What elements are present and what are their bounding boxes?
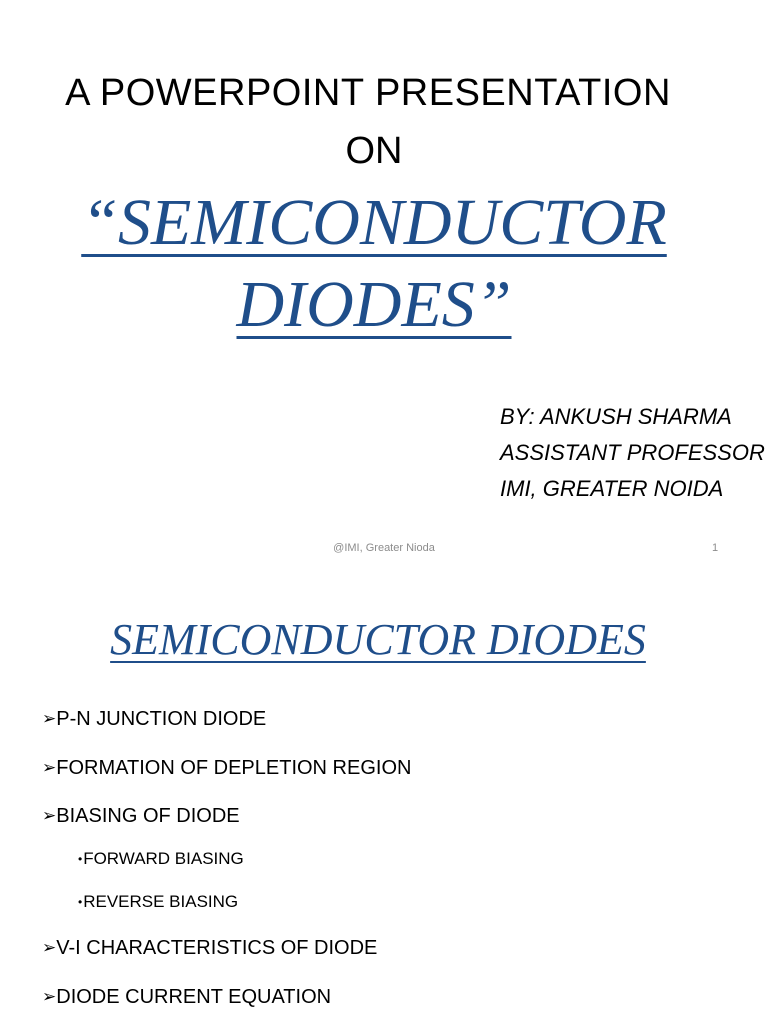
sub-bullet-text: FORWARD BIASING	[83, 849, 244, 868]
slide-2	[0, 576, 768, 1024]
slide-1-title-line-2	[0, 268, 748, 342]
bullet-text: FORMATION OF DEPLETION REGION	[56, 757, 412, 779]
arrow-bullet-icon: ➢	[42, 987, 57, 1006]
arrow-bullet-icon: ➢	[42, 758, 57, 777]
slide-footer: @IMI, Greater Nioda	[333, 542, 435, 554]
bullet-item	[42, 803, 240, 829]
slide-1-title-line-2-text: DIODES”	[236, 268, 512, 341]
author-designation: ASSISTANT PROFESSOR	[500, 440, 765, 465]
bullet-text: P-N JUNCTION DIODE	[56, 708, 267, 730]
sub-bullet-item	[78, 848, 244, 870]
presentation-heading-line-2: ON	[345, 130, 403, 172]
arrow-bullet-icon: ➢	[42, 806, 57, 825]
bullet-text: BIASING OF DIODE	[56, 805, 240, 827]
arrow-bullet-icon: ➢	[42, 709, 57, 728]
bullet-item	[42, 706, 266, 732]
bullet-item	[42, 935, 377, 961]
slide-2-title-text: SEMICONDUCTOR DIODES	[110, 615, 646, 664]
bullet-text: V-I CHARACTERISTICS OF DIODE	[56, 937, 378, 959]
slide-1-title-line-1	[0, 186, 748, 260]
dot-bullet-icon: •	[78, 895, 83, 909]
sub-bullet-text: REVERSE BIASING	[83, 892, 239, 911]
sub-bullet-item	[78, 891, 238, 913]
presentation-heading-line-1: A POWERPOINT PRESENTATION	[65, 72, 671, 114]
dot-bullet-icon: •	[78, 852, 83, 866]
bullet-text: DIODE CURRENT EQUATION	[56, 986, 332, 1008]
page-number: 1	[712, 542, 719, 554]
arrow-bullet-icon: ➢	[42, 938, 57, 957]
bullet-item	[42, 755, 411, 781]
bullet-item	[42, 984, 331, 1010]
author-name: BY: ANKUSH SHARMA	[500, 404, 732, 429]
author-institute: IMI, GREATER NOIDA	[500, 476, 724, 501]
slide-1-title-line-1-text: “SEMICONDUCTOR	[81, 186, 667, 259]
slide-2-title	[0, 614, 756, 666]
